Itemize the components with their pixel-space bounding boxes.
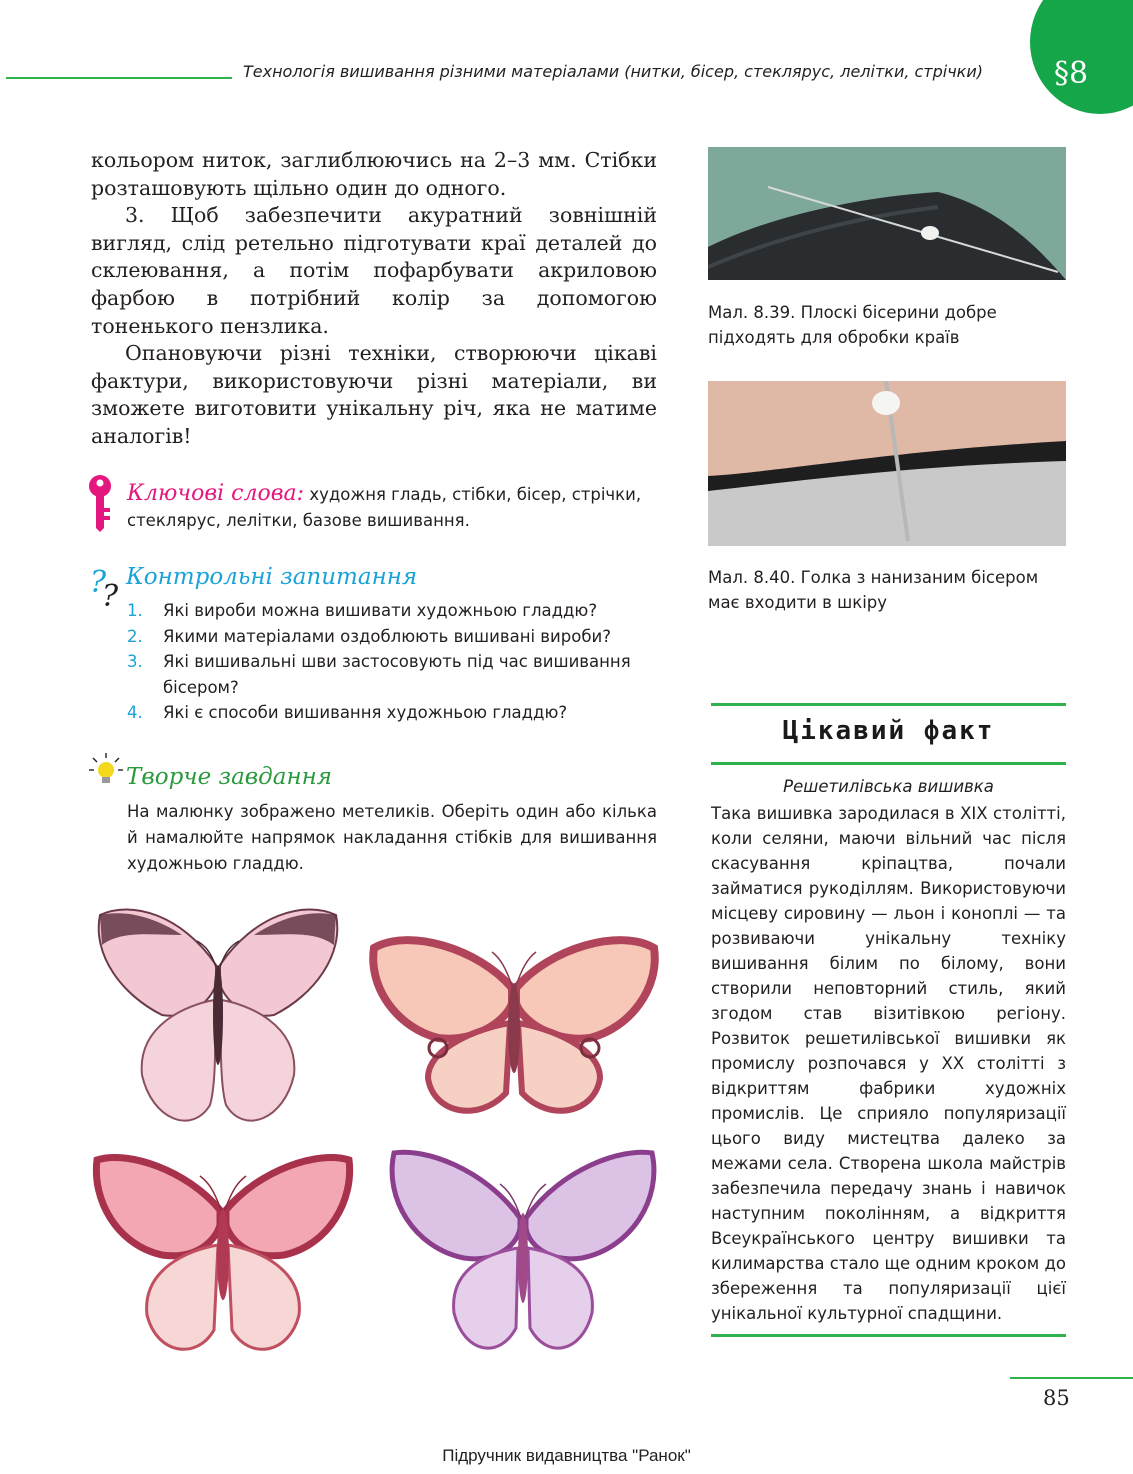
task-text: На малюнку зображено метеликів. Оберіть один або кілька й намалюйте напрямок накладання стібків для вишивання художньою гладдю. xyxy=(127,802,657,873)
figure-caption: Мал. 8.40. Голка з нанизаним бісером має входити в шкіру xyxy=(708,568,1039,612)
fact-box-rule xyxy=(711,703,1066,706)
paragraph: Опановуючи різні техніки, створюючи цікаві фактури, використовуючи різні матеріали, ви зможете виготовити унікальну річ, яка не матиме аналогів! xyxy=(91,341,657,448)
butterfly-illustration xyxy=(384,1148,662,1364)
butterfly-illustration xyxy=(92,905,344,1143)
list-item xyxy=(127,700,667,726)
main-text xyxy=(91,147,657,451)
butterfly-illustration xyxy=(368,928,660,1128)
page-number-rule xyxy=(1010,1377,1133,1379)
item-text: Які вишивальні шви застосовують під час вишивання бісером? xyxy=(163,652,631,697)
list-item xyxy=(127,649,667,700)
item-number: 4. xyxy=(127,703,143,722)
item-number: 3. xyxy=(127,652,143,671)
list-item xyxy=(127,598,667,624)
key-words-title: Ключові слова: xyxy=(127,481,305,506)
question-icon xyxy=(90,562,124,610)
list-item xyxy=(127,624,667,650)
figure-caption: Мал. 8.39. Плоскі бісерини добре підходять для обробки країв xyxy=(708,303,997,347)
item-text: Якими матеріалами оздоблюють вишивані вироби? xyxy=(163,626,611,646)
fact-subtitle: Решетилівська вишивка xyxy=(783,777,994,796)
questions-list xyxy=(127,598,667,726)
paragraph: 3. Щоб забезпечити акуратний зовнішній вигляд, слід ретельно підготувати краї деталей до склеювання, а потім пофарбувати акриловою фарбою в потрібний колір за допомогою тоненького пензлика. xyxy=(91,203,657,338)
running-header: Технологія вишивання різними матеріалами (нитки, бісер, стеклярус, лелітки, стрічки) xyxy=(243,62,983,81)
photo-beads-edge xyxy=(708,147,1066,280)
page-number: 85 xyxy=(1043,1386,1070,1410)
fact-box-rule xyxy=(711,762,1066,765)
paragraph: кольором ниток, заглиблюючись на 2–3 мм. Стібки розташовують щільно один до одного. xyxy=(91,148,657,200)
task-title: Творче завдання xyxy=(126,764,332,790)
item-text: Які є способи вишивання художньою гладдю? xyxy=(163,703,568,722)
lightbulb-icon xyxy=(88,752,124,788)
section-number: §8 xyxy=(1054,56,1089,91)
key-words-text: художня гладь, стібки, бісер, стрічки, стеклярус, лелітки, базове вишивання. xyxy=(127,485,642,530)
item-text: Які вироби можна вишивати художньою гладдю? xyxy=(163,601,598,620)
key-words-block xyxy=(127,481,657,534)
header-rule xyxy=(6,77,232,79)
butterfly-illustration xyxy=(92,1150,354,1365)
fact-box-rule xyxy=(711,1334,1066,1337)
publisher-footer: Підручник видавництва "Ранок" xyxy=(442,1446,691,1465)
fact-title: Цікавий факт xyxy=(782,716,995,746)
questions-title: Контрольні запитання xyxy=(126,564,418,590)
item-number: 2. xyxy=(127,626,143,646)
key-icon xyxy=(86,474,114,532)
photo-needle-beads xyxy=(708,381,1066,546)
fact-text: Така вишивка зародилася в XIX столітті, коли селяни, маючи вільний час після скасування кріпацтва, почали займатися рукоділлям. Використовуючи місцеву сировину — льон і коноплі — та розвиваючи унікальну техніку вишивання білим по білому, вони створили неповторний стиль, який згодом став візитівкою регіону. Розвиток решетилівської вишивки як промислу розпочався у XX столітті з відкриттям фабрики художніх промислів. Це сприяло популяризації цього виду мистецтва далеко за межами села. Створена школа майстрів забезпечила передачу знань і навичок наступним поколінням, а відкриття Всеукраїнського центру вишивки та килимарства стало ще одним кроком до збереження та популяризації цієї унікальної культурної спадщини. xyxy=(711,804,1066,1323)
svg-text:?: ? xyxy=(102,579,119,610)
item-number: 1. xyxy=(127,601,143,620)
svg-text:?: ? xyxy=(90,565,107,600)
